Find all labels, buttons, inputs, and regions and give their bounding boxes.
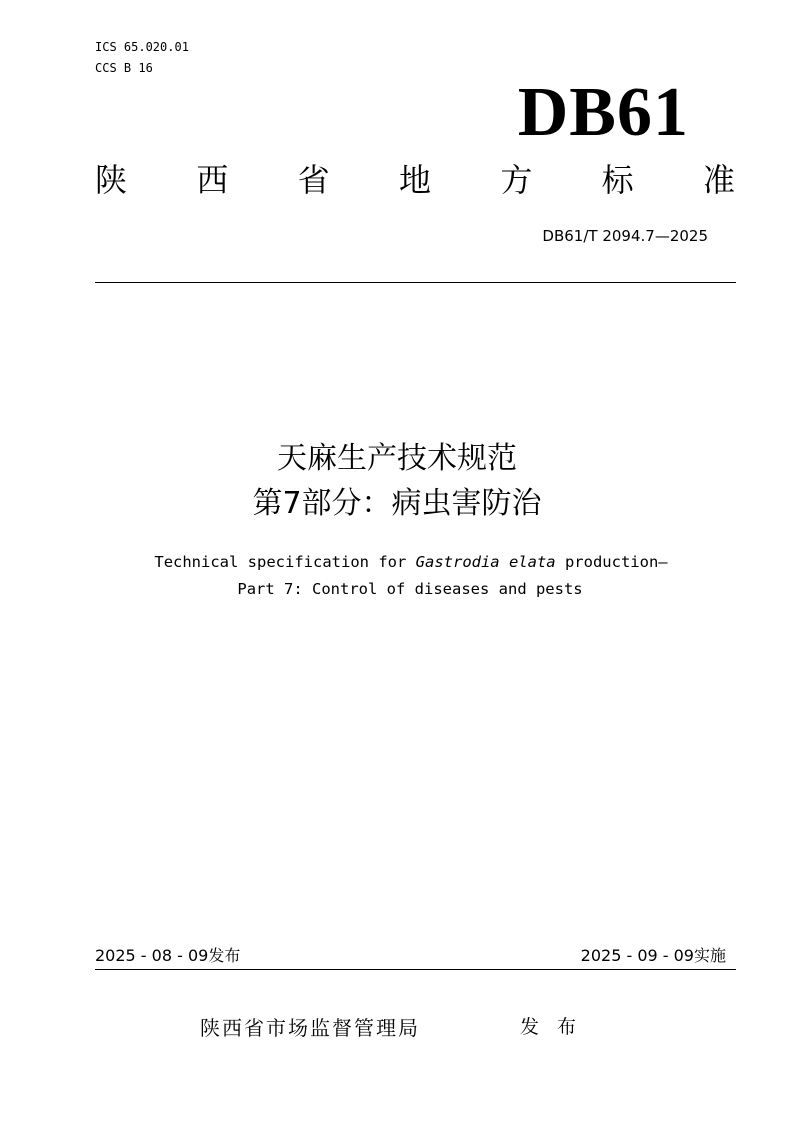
- issue-verb: 发 布: [520, 1016, 583, 1038]
- title-chinese-line-2: 第7部分：病虫害防治: [252, 486, 542, 521]
- standard-type-char: 西: [196, 161, 229, 199]
- standard-type-char: 陕: [95, 161, 128, 199]
- standard-type-char: 标: [601, 161, 634, 199]
- standard-code-logo: DB61: [517, 74, 689, 151]
- footer-divider: [95, 969, 736, 970]
- title-english-line-1: [0, 552, 794, 572]
- issuing-authority: 陕西省市场监督管理局: [200, 1016, 420, 1040]
- standard-type-char: 省: [297, 161, 330, 199]
- title-english-suffix: production—: [555, 553, 668, 571]
- title-english-species: Gastrodia elata: [415, 553, 556, 571]
- ics-code: ICS 65.020.01: [95, 40, 189, 54]
- title-english-prefix: Technical specification for: [154, 553, 416, 571]
- header-divider: [95, 282, 736, 283]
- standard-type-char: 准: [702, 161, 735, 199]
- standard-number: DB61/T 2094.7—2025: [542, 227, 708, 245]
- standard-type-char: 方: [500, 161, 533, 199]
- title-chinese-line-1: 天麻生产技术规范: [277, 441, 517, 476]
- implementation-date: 2025 - 09 - 09实施: [580, 946, 726, 965]
- standard-type-char: 地: [398, 161, 431, 199]
- standard-type-heading: [95, 160, 735, 200]
- ccs-code: CCS B 16: [95, 61, 153, 75]
- title-english-line-2: Part 7: Control of diseases and pests: [237, 580, 583, 598]
- issue-date: 2025 - 08 - 09发布: [95, 946, 241, 965]
